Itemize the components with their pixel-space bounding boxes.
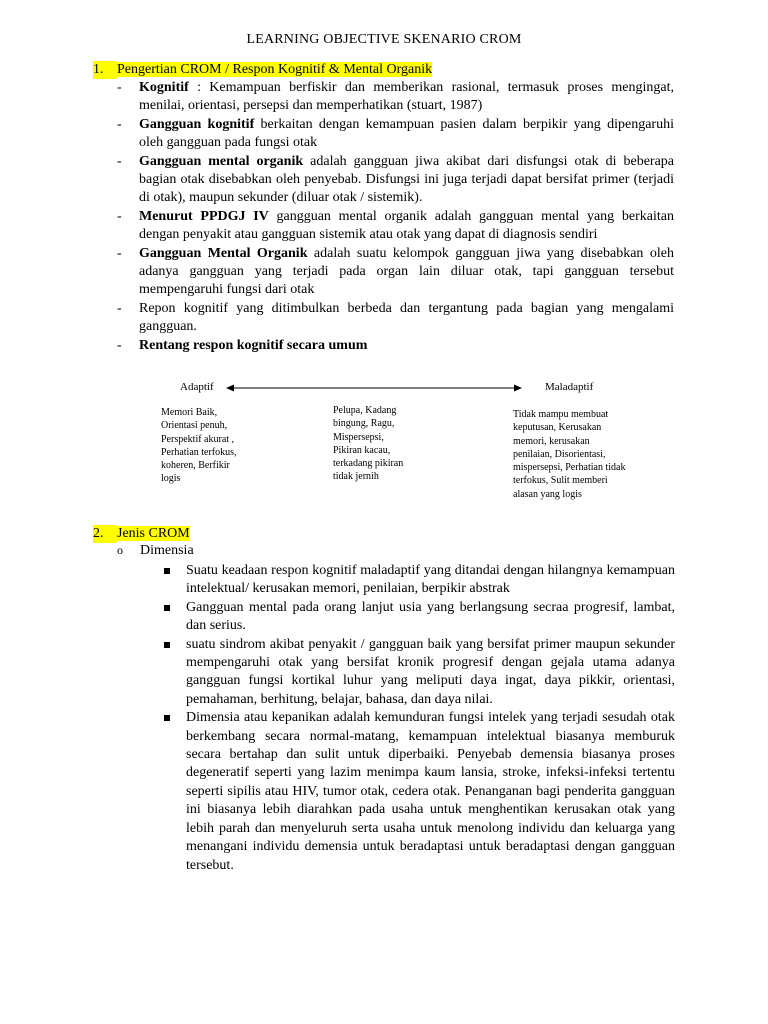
document-title: LEARNING OBJECTIVE SKENARIO CROM bbox=[246, 32, 522, 47]
subheading-label: Dimensia bbox=[140, 543, 194, 558]
maladaptif-label: Maladaptif bbox=[545, 381, 594, 393]
middle-line: Pikiran kacau, bbox=[333, 444, 391, 456]
item-text: gangguan mental organik adalah gangguan mental yang berkaitan dengan penyakit atau gangguan sistemik atau otak yang dapat di diagnosis sendiri bbox=[139, 208, 674, 243]
subheading-dimensia bbox=[117, 543, 194, 559]
term-bold: Gangguan kognitif bbox=[139, 116, 255, 132]
middle-line: Mispersepsi, bbox=[333, 431, 384, 443]
square-bullet-icon bbox=[164, 642, 170, 648]
item-text: adalah gangguan jiwa akibat dari disfungsi otak di beberapa bagian otak disebabkan oleh penyebab. Disfungsi ini juga terjadi dapat bersifat primer (terjadi di otak), maupun sekunder (diluar otak / sistemik). bbox=[139, 153, 674, 206]
list-item-gmo-kelompok bbox=[117, 245, 674, 300]
item-text: adalah suatu kelompok gangguan jiwa yang disebabkan oleh adanya gangguan yang terjadi pada organ lain diluar otak, tapi gangguan tersebut mempengaruhi fungsi dari otak bbox=[139, 245, 674, 298]
dimensia-bullet-list bbox=[163, 562, 675, 875]
section-1-list bbox=[117, 79, 674, 355]
list-item bbox=[163, 562, 675, 599]
maladaptif-line: mispersepsi, Perhatian tidak bbox=[513, 462, 626, 474]
dash-marker: - bbox=[117, 337, 122, 353]
dash-marker: - bbox=[117, 300, 122, 316]
item-text: berkaitan dengan kemampuan pasien dalam berpikir yang dipengaruhi oleh gangguan pada fungsi otak bbox=[139, 116, 674, 151]
adaptif-line: Perhatian terfokus, bbox=[161, 446, 237, 458]
bullet-text: suatu sindrom akibat penyakit / gangguan baik yang bersifat primer maupun sekunder mempengaruhi otak yang bersifat kronik progresif dengan gejala utama adanya gangguan fungsi kortikal luhur yang meliputi daya ingat, daya pikkir, orientasi, pemahaman, berhitung, belajar, bahasa, dan daya nilai. bbox=[186, 636, 675, 707]
list-item-gangguan-kognitif bbox=[117, 116, 674, 153]
maladaptif-column bbox=[513, 408, 663, 501]
list-item-rentang bbox=[117, 337, 674, 355]
maladaptif-line: Tidak mampu membuat bbox=[513, 409, 609, 420]
bullet-text: Suatu keadaan respon kognitif maladaptif yang ditandai dengan hilangnya kemampuan intelektual/ kerusakan memori, penilaian, berpikir abstrak bbox=[186, 563, 675, 597]
dash-marker: - bbox=[117, 208, 122, 224]
dash-marker: - bbox=[117, 153, 122, 169]
maladaptif-line: terfokus, Sulit memberi bbox=[513, 475, 608, 487]
dash-marker: - bbox=[117, 116, 122, 132]
list-item bbox=[163, 636, 675, 710]
rentang-respon-diagram bbox=[0, 374, 768, 514]
adaptif-column bbox=[161, 406, 291, 486]
adaptif-line: Orientasi penuh, bbox=[161, 420, 228, 432]
circle-bullet-icon: o bbox=[117, 543, 123, 557]
item-text: : Kemampuan berfiskir dan memberikan rasional, termasuk proses mengingat, menilai, orientasi, persepsi dan memperhatikan (stuart, 1987) bbox=[139, 80, 674, 114]
section-1-heading bbox=[93, 61, 432, 79]
adaptif-line: Perspektif akurat , bbox=[161, 433, 235, 445]
bullet-text: Dimensia atau kepanikan adalah kemunduran fungsi intelek yang terjadi sesudah otak berkembang secara normal-matang, kemampuan intelektual biasanya memburuk secara bertahap dan sulit untuk diperbaiki. Penyebab demensia biasanya proses degeneratif seperti yang lazim menimpa kaum lansia, stroke, infeksi-infeksi tertentu seperti sipilis atau HIV, tumor otak, cedera otak. Penanganan bagi penderita gangguan ini biasanya lebih diarahkan pada usaha untuk menghentikan kerusakan otak yang lebih parah dan menyeluruh serta usaha untuk menolong individu dan keluarga yang menangani individu demensia untuk beradaptasi untuk beradaptasi dengan gangguan tersebut. bbox=[186, 710, 675, 873]
list-item bbox=[163, 709, 675, 875]
maladaptif-line: penilaian, Disorientasi, bbox=[513, 448, 606, 460]
maladaptif-line: memori, kerusakan bbox=[513, 435, 590, 447]
middle-line: bingung, Ragu, bbox=[333, 418, 395, 430]
middle-line: terkadang pikiran bbox=[333, 458, 404, 470]
maladaptif-line: alasan yang logis bbox=[513, 488, 582, 500]
list-item bbox=[163, 599, 675, 636]
term-bold: Kognitif bbox=[139, 80, 189, 95]
dash-marker: - bbox=[117, 245, 122, 261]
adaptif-line: logis bbox=[161, 473, 181, 485]
adaptif-line: koheren, Berfikir bbox=[161, 460, 230, 472]
section-2-heading bbox=[93, 525, 190, 543]
list-item-kognitif bbox=[117, 79, 674, 116]
square-bullet-icon bbox=[164, 715, 170, 721]
term-bold: Menurut PPDGJ IV bbox=[139, 208, 269, 224]
dash-marker: - bbox=[117, 80, 122, 95]
section-2-title: Jenis CROM bbox=[117, 526, 190, 541]
list-item-ppdgj bbox=[117, 208, 674, 245]
term-bold: Gangguan mental organik bbox=[139, 153, 304, 169]
term-bold: Gangguan Mental Organik bbox=[139, 245, 308, 261]
term-bold: Rentang respon kognitif secara umum bbox=[139, 337, 368, 353]
adaptif-label: Adaptif bbox=[180, 381, 214, 393]
item-text: Repon kognitif yang ditimbulkan berbeda dan tergantung pada bagian yang mengalami gangguan. bbox=[139, 300, 674, 335]
section-2-number: 2. bbox=[93, 525, 117, 543]
middle-line: Pelupa, Kadang bbox=[333, 405, 397, 416]
list-item-gangguan-mental-organik bbox=[117, 153, 674, 208]
section-1-number: 1. bbox=[93, 61, 117, 79]
section-1-title: Pengertian CROM / Respon Kognitif & Mental Organik bbox=[117, 62, 433, 77]
double-arrow-icon bbox=[226, 382, 522, 394]
middle-line: tidak jernih bbox=[333, 471, 379, 483]
bullet-text: Gangguan mental pada orang lanjut usia yang berlangsung secraa progresif, lambat, dan serius. bbox=[186, 599, 675, 634]
square-bullet-icon bbox=[164, 568, 170, 574]
adaptif-line: Memori Baik, bbox=[161, 407, 218, 418]
square-bullet-icon bbox=[164, 605, 170, 611]
list-item-repon bbox=[117, 300, 674, 337]
middle-column bbox=[333, 404, 463, 484]
maladaptif-line: keputusan, Kerusakan bbox=[513, 422, 602, 434]
